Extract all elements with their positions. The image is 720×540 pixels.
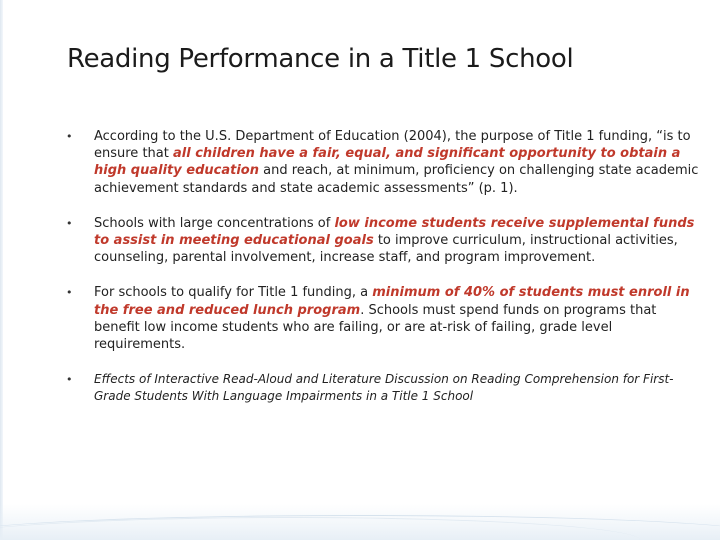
slide-left-border bbox=[0, 0, 3, 540]
bullet-item-qualification bbox=[60, 284, 700, 353]
bullet-highlight: low income students receive supplemental funds to assist in meeting educational goals bbox=[94, 215, 695, 249]
bullet-text: to improve curriculum, instructional activities, counseling, parental involvement, increase staff, and program improvement. bbox=[94, 233, 678, 266]
bullet-text: . Schools must spend funds on programs that benefit low income students who are failing, or are at-risk of failing, grade level requirements. bbox=[94, 302, 657, 353]
bullet-item-citation bbox=[60, 371, 700, 405]
slide-title: Reading Performance in a Title 1 School bbox=[67, 44, 574, 74]
bullet-list bbox=[60, 128, 700, 406]
bullet-text: Schools with large concentrations of bbox=[94, 215, 335, 231]
bullet-icon: • bbox=[66, 286, 73, 300]
bullet-item-supplemental-funds bbox=[60, 215, 700, 267]
bullet-icon: • bbox=[66, 216, 73, 230]
bullet-item-title1-purpose bbox=[60, 128, 700, 197]
slide-bottom-decoration bbox=[0, 504, 720, 540]
bullet-text: For schools to qualify for Title 1 funding, a bbox=[94, 285, 373, 301]
citation-text: Effects of Interactive Read-Aloud and Literature Discussion on Reading Comprehension for First-Grade Students With Language Impairments in a Title 1 School bbox=[94, 372, 674, 404]
bullet-highlight: all children have a fair, equal, and significant opportunity to obtain a high quality education bbox=[94, 146, 681, 179]
bullet-text: According to the U.S. Department of Education (2004), the purpose of Title 1 funding, “is to ensure that bbox=[94, 129, 691, 162]
bullet-highlight: minimum of 40% of students must enroll in the free and reduced lunch program bbox=[94, 285, 690, 318]
bullet-icon: • bbox=[66, 130, 73, 143]
bullet-text: and reach, at minimum, proficiency on challenging state academic achievement standards and state academic assessments” (p. 1). bbox=[94, 163, 699, 196]
bullet-icon: • bbox=[66, 373, 73, 387]
